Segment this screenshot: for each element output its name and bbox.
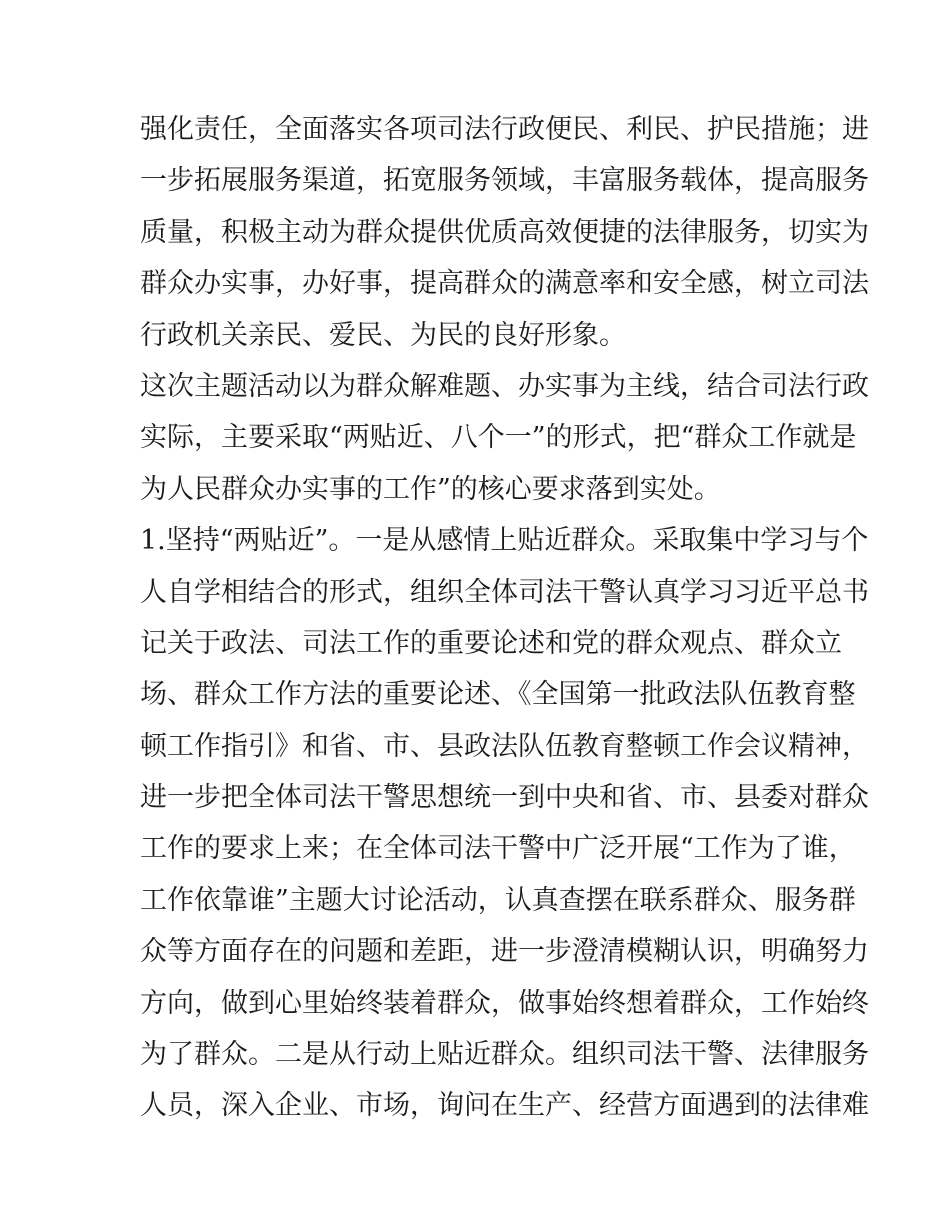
text-line: 众等方面存在的问题和差距，进一步澄清模糊认识，明确努力 [140, 936, 869, 968]
text-line: 实际，主要采取“两贴近、八个一”的形式，把“群众工作就是 [140, 422, 857, 454]
text-line: 行政机关亲民、爱民、为民的良好形象。 [140, 319, 626, 351]
text-line: 人员，深入企业、市场，询问在生产、经营方面遇到的法律难 [140, 1090, 869, 1122]
text-line: 群众办实事，办好事，提高群众的满意率和安全感，树立司法 [140, 268, 869, 300]
text-line: 质量，积极主动为群众提供优质高效便捷的法律服务，切实为 [140, 216, 869, 248]
text-line: 为人民群众办实事的工作”的核心要求落到实处。 [140, 473, 721, 505]
text-line: 这次主题活动以为群众解难题、办实事为主线，结合司法行政 [140, 370, 869, 402]
text-line: 工作依靠谁”主题大讨论活动，认真查摆在联系群众、服务群 [140, 884, 856, 916]
text-line: 为了群众。二是从行动上贴近群众。组织司法干警、法律服务 [140, 1039, 869, 1071]
text-line: 方向，做到心里始终装着群众，做事始终想着群众，工作始终 [140, 987, 869, 1019]
text-line: 强化责任，全面落实各项司法行政便民、利民、护民措施；进 [140, 114, 869, 145]
body-text [140, 104, 869, 1132]
text-line: 进一步把全体司法干警思想统一到中央和省、市、县委对群众 [140, 782, 869, 814]
text-line: 人自学相结合的形式，组织全体司法干警认真学习习近平总书 [140, 576, 869, 608]
text-line: 顿工作指引》和省、市、县政法队伍教育整顿工作会议精神， [140, 730, 869, 762]
text-line: 一步拓展服务渠道，拓宽服务领域，丰富服务载体，提高服务 [140, 165, 869, 197]
text-line: 记关于政法、司法工作的重要论述和党的群众观点、群众立 [140, 627, 842, 659]
text-line: 1.坚持“两贴近”。一是从感情上贴近群众。采取集中学习与个 [140, 525, 869, 557]
text-line: 工作的要求上来；在全体司法干警中广泛开展“工作为了谁， [140, 833, 856, 865]
text-line: 场、群众工作方法的重要论述、《全国第一批政法队伍教育整 [140, 679, 856, 711]
